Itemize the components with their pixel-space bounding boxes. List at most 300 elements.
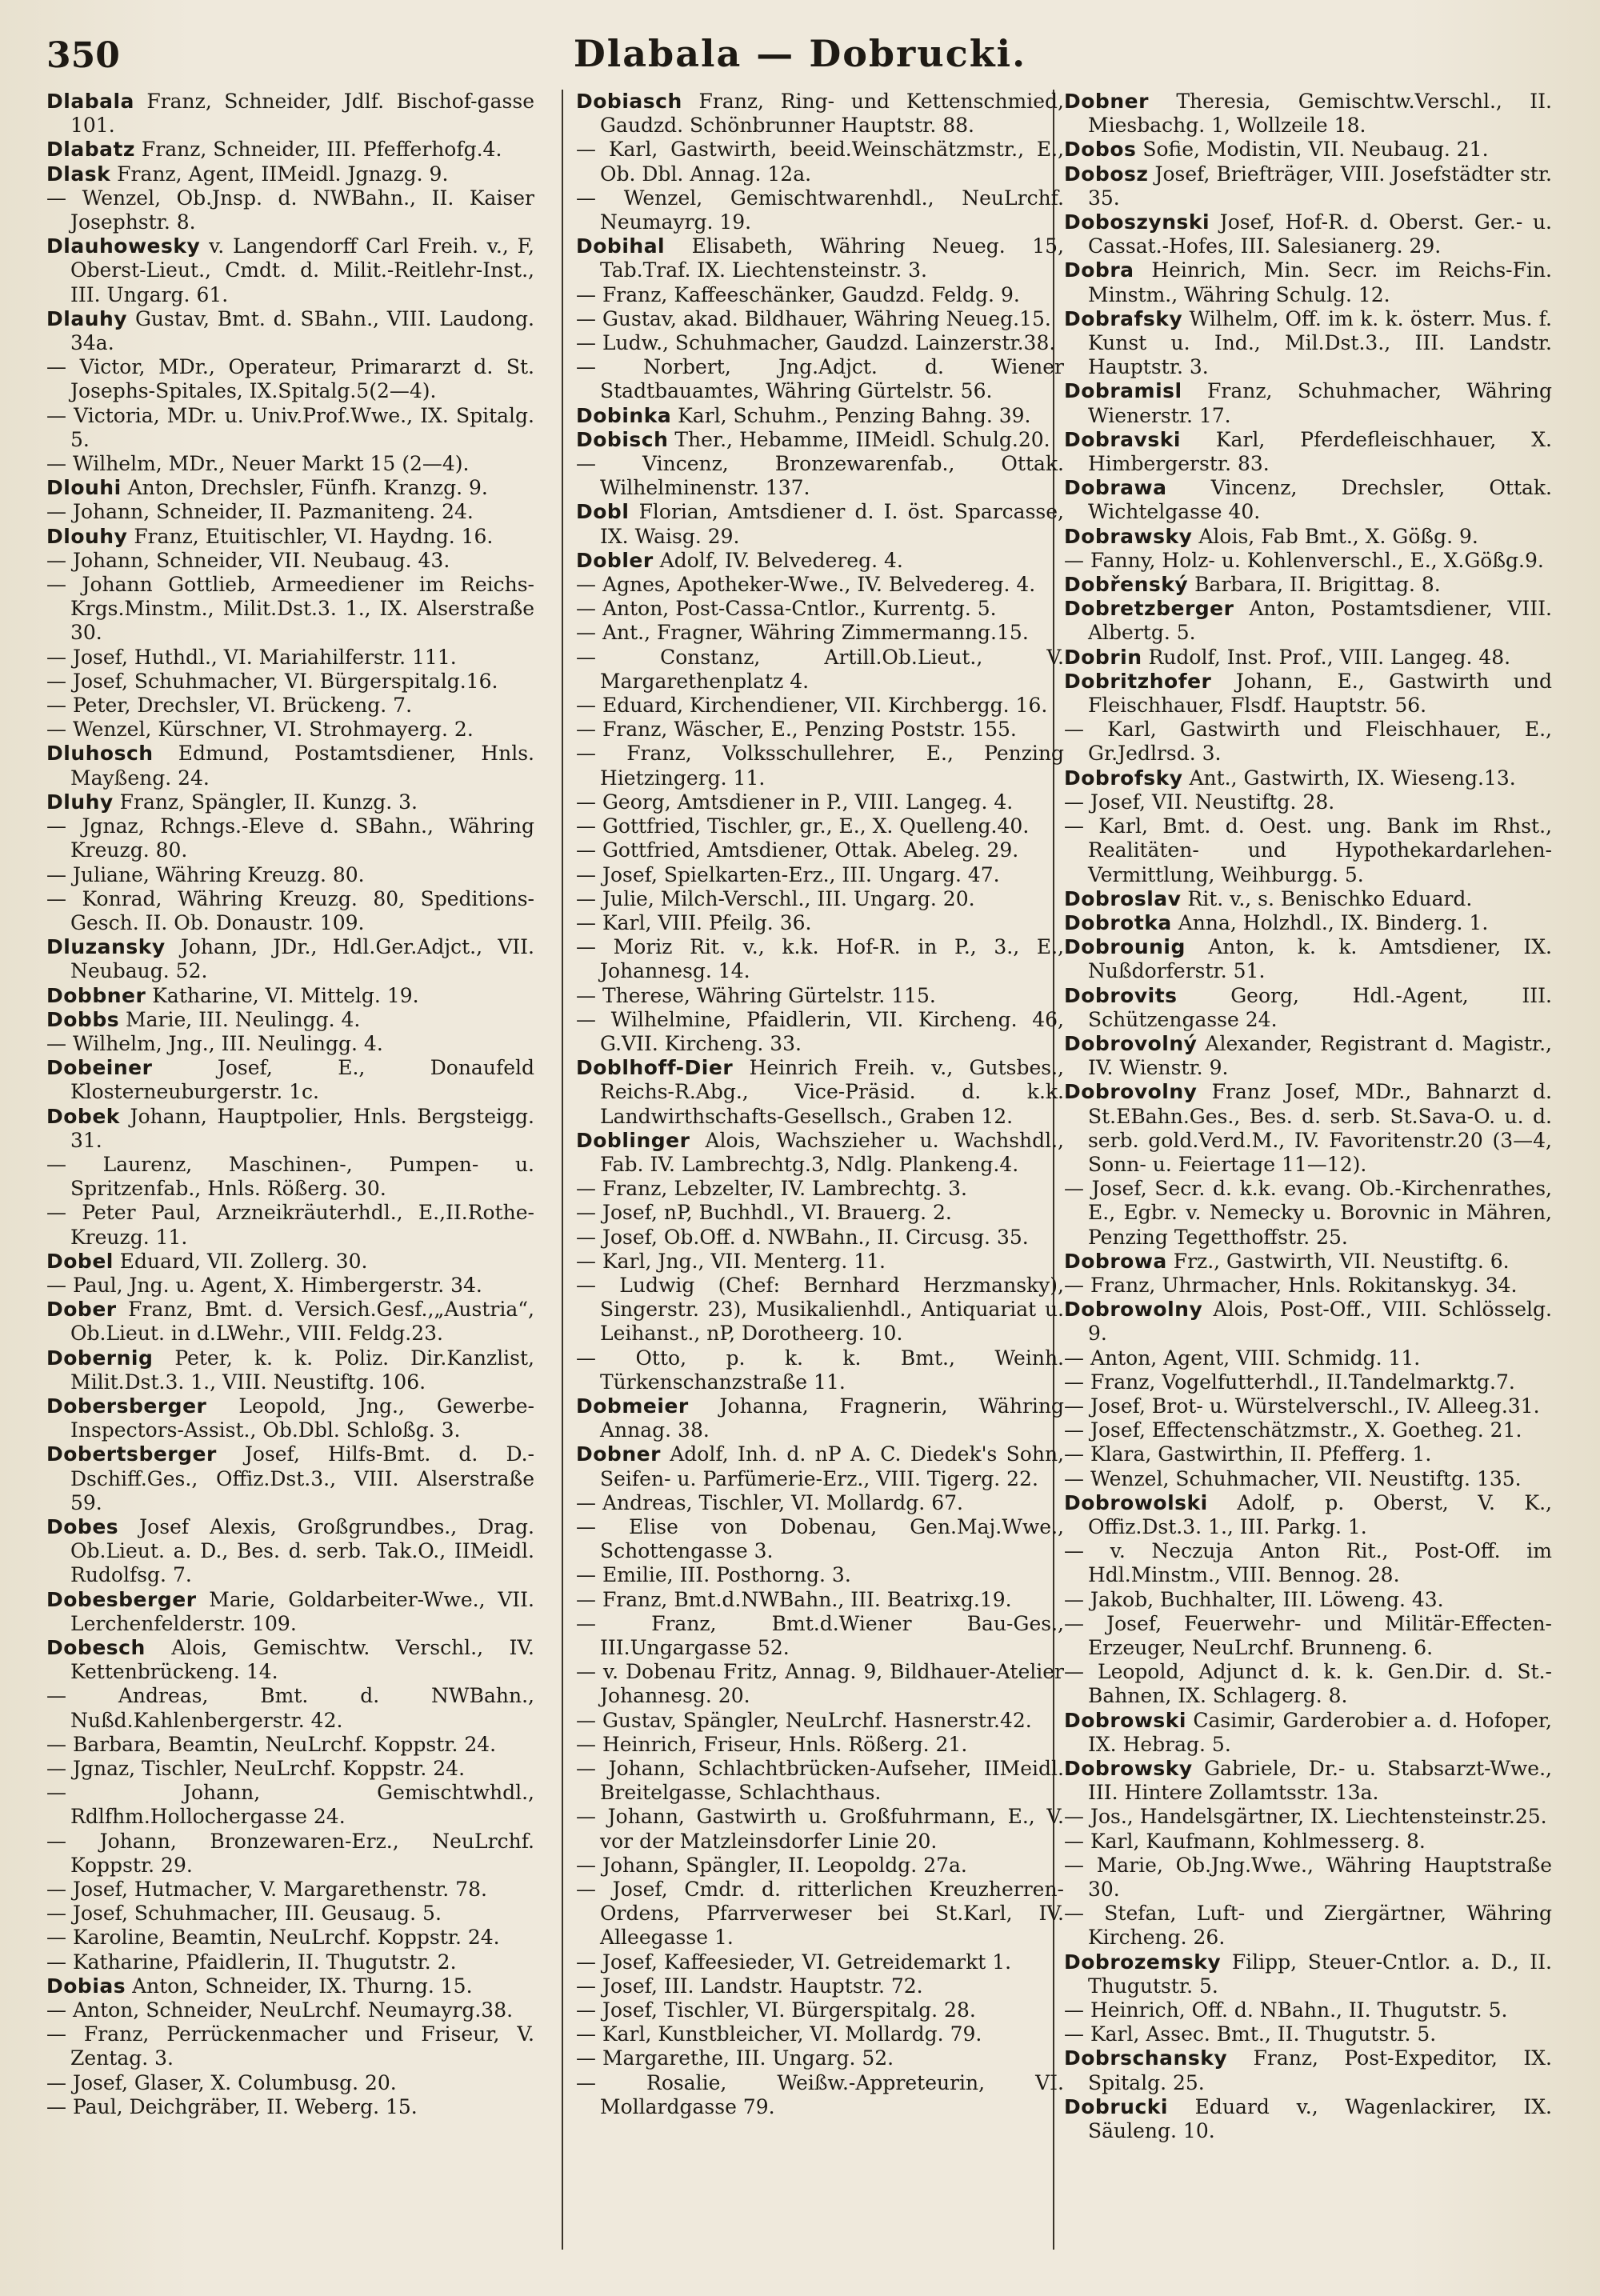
directory-entry bbox=[46, 186, 534, 234]
directory-entry bbox=[1064, 1612, 1552, 1660]
entry-details: — Victor, MDr., Operateur, Primararzt d. St. Josephs-Spitales, IX.Spitalg.5(2—4). bbox=[46, 355, 534, 403]
directory-entry bbox=[576, 984, 1064, 1008]
directory-entry bbox=[1064, 646, 1552, 670]
directory-entry bbox=[576, 742, 1064, 790]
entry-surname: Dobbner bbox=[46, 983, 146, 1007]
entry-details: Sofie, Modistin, VII. Neubaug. 21. bbox=[1136, 138, 1489, 162]
entry-details: Josef, E., Donaufeld Klosterneuburgerstr. 1c. bbox=[70, 1056, 534, 1104]
entry-details: — v. Dobenau Fritz, Annag. 9, Bildhauer-Atelier Johannesg. 20. bbox=[576, 1660, 1064, 1708]
entry-details: Adolf, IV. Belvedereg. 4. bbox=[653, 548, 903, 572]
entry-details: — Moriz Rit. v., k.k. Hof-R. in P., 3., E., Johannesg. 14. bbox=[576, 935, 1064, 983]
entry-details: — Josef, Schuhmacher, III. Geusaug. 5. bbox=[46, 1902, 442, 1926]
directory-entry bbox=[1064, 2095, 1552, 2143]
directory-entry bbox=[46, 984, 534, 1008]
directory-entry bbox=[576, 355, 1064, 403]
directory-entry bbox=[46, 1032, 534, 1056]
directory-entry bbox=[1064, 2046, 1552, 2094]
directory-entry bbox=[1064, 1250, 1552, 1274]
directory-entry bbox=[1064, 670, 1552, 718]
entry-details: — Norbert, Jng.Adjct. d. Wiener Stadtbauamtes, Währing Gürtelstr. 56. bbox=[576, 355, 1064, 403]
directory-entry bbox=[576, 935, 1064, 983]
entry-surname: Dobisch bbox=[576, 427, 669, 451]
entry-surname: Dober bbox=[46, 1298, 117, 1322]
column-2 bbox=[576, 90, 1064, 2119]
entry-surname: Dlouhi bbox=[46, 476, 122, 500]
entry-details: — Otto, p. k. k. Bmt., Weinh. Türkenschanzstraße 11. bbox=[576, 1346, 1064, 1394]
directory-entry bbox=[576, 1056, 1064, 1129]
directory-entry bbox=[46, 1515, 534, 1588]
directory-entry bbox=[576, 1950, 1064, 1974]
directory-entry bbox=[1064, 1080, 1552, 1177]
directory-entry bbox=[46, 162, 534, 186]
directory-entry bbox=[1064, 984, 1552, 1032]
directory-entry bbox=[1064, 1418, 1552, 1442]
entry-details: — Karl, Gastwirth und Fleischhauer, E., Gr.Jedlrsd. 3. bbox=[1064, 718, 1552, 766]
entry-details: — Josef, VII. Neustiftg. 28. bbox=[1064, 790, 1335, 814]
directory-entry bbox=[576, 331, 1064, 355]
entry-details: Franz, Schuhmacher, Währing Wienerstr. 17. bbox=[1088, 379, 1552, 427]
entry-details: — Franz, Lebzelter, IV. Lambrechtg. 3. bbox=[576, 1177, 967, 1201]
directory-entry bbox=[46, 307, 534, 355]
directory-entry bbox=[1064, 138, 1552, 162]
entry-details: — Anton, Agent, VIII. Schmidg. 11. bbox=[1064, 1346, 1421, 1370]
directory-entry bbox=[46, 1274, 534, 1298]
entry-details: Franz, Bmt. d. Versich.Gesf.,„Austria“, Ob.Lieut. in d.LWehr., VIII. Feldg.23. bbox=[70, 1298, 534, 1346]
entry-surname: Dobner bbox=[1064, 90, 1149, 113]
directory-entry bbox=[46, 1998, 534, 2022]
directory-entry bbox=[576, 428, 1064, 452]
directory-entry bbox=[576, 90, 1064, 138]
directory-entry bbox=[576, 2046, 1064, 2070]
directory-entry bbox=[1064, 1660, 1552, 1708]
entry-details: — Franz, Volksschullehrer, E., Penzing Hietzingerg. 11. bbox=[576, 742, 1064, 790]
directory-entry bbox=[46, 355, 534, 403]
entry-details: — Johann, Gemischtwhdl., Rdlfhm.Hollochergasse 24. bbox=[46, 1781, 534, 1829]
directory-entry bbox=[576, 138, 1064, 186]
directory-entry bbox=[1064, 428, 1552, 476]
entry-details: Heinrich, Min. Secr. im Reichs-Fin. Minstm., Währing Schulg. 12. bbox=[1088, 258, 1552, 306]
directory-entry bbox=[576, 694, 1064, 718]
entry-details: — v. Neczuja Anton Rit., Post-Off. im Hdl.Minstm., VIII. Bennog. 28. bbox=[1064, 1539, 1552, 1587]
directory-entry bbox=[576, 1660, 1064, 1708]
directory-entry bbox=[576, 1854, 1064, 1878]
entry-surname: Dlauhy bbox=[46, 306, 128, 330]
entry-surname: Dobrovolny bbox=[1064, 1080, 1198, 1104]
entry-details: — Franz, Uhrmacher, Hnls. Rokitanskyg. 34. bbox=[1064, 1273, 1518, 1297]
entry-details: Anna, Holzhdl., IX. Binderg. 1. bbox=[1171, 910, 1489, 934]
entry-details: — Ludw., Schuhmacher, Gaudzd. Lainzerstr.38. bbox=[576, 331, 1056, 355]
directory-entry bbox=[46, 1974, 534, 1998]
entry-details: — Andreas, Tischler, VI. Mollardg. 67. bbox=[576, 1490, 963, 1514]
entry-details: — Rosalie, Weißw.-Appreteurin, VI. Mollardgasse 79. bbox=[576, 2070, 1064, 2118]
directory-entry bbox=[46, 1201, 534, 1249]
entry-details: — Franz, Bmt.d.NWBahn., III. Beatrixg.19. bbox=[576, 1587, 1012, 1611]
directory-entry bbox=[46, 887, 534, 935]
entry-details: — Jgnaz, Rchngs.-Eleve d. SBahn., Währing Kreuzg. 80. bbox=[46, 814, 534, 862]
entry-details: — Jgnaz, Tischler, NeuLrchf. Koppstr. 24. bbox=[46, 1757, 466, 1781]
entry-details: Franz, Schneider, Jdlf. Bischof-gasse 101. bbox=[70, 90, 534, 138]
directory-entry bbox=[1064, 1830, 1552, 1854]
directory-entry bbox=[576, 838, 1064, 862]
entry-details: — Gustav, akad. Bildhauer, Währing Neueg.15. bbox=[576, 306, 1051, 330]
entry-details: — Peter Paul, Arzneikräuterhdl., E.,II.Rothe-Kreuzg. 11. bbox=[46, 1201, 534, 1249]
directory-entry bbox=[576, 1974, 1064, 1998]
directory-entry bbox=[1064, 379, 1552, 427]
directory-entry bbox=[46, 1950, 534, 1974]
directory-entry bbox=[576, 1733, 1064, 1757]
directory-entry bbox=[1064, 935, 1552, 983]
directory-entry bbox=[46, 1902, 534, 1926]
entry-surname: Dobrounig bbox=[1064, 935, 1186, 959]
entry-details: — Klara, Gastwirthin, II. Pfefferg. 1. bbox=[1064, 1442, 1432, 1466]
entry-details: — Josef, Hutmacher, V. Margarethenstr. 78. bbox=[46, 1878, 487, 1902]
directory-entry bbox=[46, 1830, 534, 1878]
directory-entry bbox=[1064, 1805, 1552, 1829]
entry-surname: Dobrowa bbox=[1064, 1249, 1167, 1273]
entry-details: — Josef, Tischler, VI. Bürgerspitalg. 28. bbox=[576, 1998, 976, 2022]
entry-details: — Ant., Fragner, Währing Zimmermanng.15. bbox=[576, 621, 1029, 645]
directory-entry bbox=[576, 597, 1064, 621]
entry-surname: Dluhy bbox=[46, 790, 114, 814]
directory-entry bbox=[576, 283, 1064, 307]
entry-details: — Victoria, MDr. u. Univ.Prof.Wwe., IX. Spitalg. 5. bbox=[46, 403, 534, 451]
entry-details: Barbara, II. Brigittag. 8. bbox=[1188, 573, 1441, 597]
entry-details: — Franz, Bmt.d.Wiener Bau-Ges., III.Ungargasse 52. bbox=[576, 1611, 1064, 1659]
directory-entry bbox=[1064, 1709, 1552, 1757]
entry-details: — Julie, Milch-Verschl., III. Ungarg. 20. bbox=[576, 886, 975, 910]
entry-details: Peter, k. k. Poliz. Dir.Kanzlist, Milit.Dst.3. 1., VIII. Neustiftg. 106. bbox=[70, 1346, 534, 1394]
directory-entry bbox=[46, 404, 534, 452]
directory-entry bbox=[576, 452, 1064, 500]
entry-details: — Johann, Spängler, II. Leopoldg. 27a. bbox=[576, 1853, 967, 1877]
entry-surname: Dobiasch bbox=[576, 90, 682, 113]
entry-details: — Johann, Schneider, VII. Neubaug. 43. bbox=[46, 548, 450, 572]
directory-entry bbox=[46, 500, 534, 524]
entry-details: — Gustav, Spängler, NeuLrchf. Hasnerstr.42. bbox=[576, 1708, 1032, 1732]
entry-details: — Karl, Assec. Bmt., II. Thugutstr. 5. bbox=[1064, 2022, 1437, 2046]
entry-details: — Franz, Kaffeeschänker, Gaudzd. Feldg. 9. bbox=[576, 282, 1020, 306]
entry-details: — Karl, Bmt. d. Oest. ung. Bank im Rhst., Realitäten- und Hypothekardarlehen-Vermittlung, Weihburgg. 5. bbox=[1064, 814, 1552, 886]
entry-surname: Dobbs bbox=[46, 1007, 120, 1031]
entry-details: — Jos., Handelsgärtner, IX. Liechtensteinstr.25. bbox=[1064, 1805, 1547, 1829]
directory-entry bbox=[576, 1588, 1064, 1612]
entry-details: — Laurenz, Maschinen-, Pumpen- u. Spritzenfab., Hnls. Rößerg. 30. bbox=[46, 1152, 534, 1201]
directory-entry bbox=[576, 1394, 1064, 1442]
directory-entry bbox=[576, 573, 1064, 597]
directory-entry bbox=[1064, 258, 1552, 306]
entry-details: — Wenzel, Gemischtwarenhdl., NeuLrchf. Neumayrg. 19. bbox=[576, 186, 1064, 234]
directory-entry bbox=[1064, 1588, 1552, 1612]
entry-details: Edmund, Postamtsdiener, Hnls. Mayßeng. 24. bbox=[70, 742, 534, 790]
entry-details: Anton, Schneider, IX. Thurng. 15. bbox=[126, 1974, 473, 1998]
entry-surname: Dobihal bbox=[576, 234, 666, 258]
directory-entry bbox=[1064, 1491, 1552, 1539]
entry-details: — Wenzel, Ob.Jnsp. d. NWBahn., II. Kaiser Josephstr. 8. bbox=[46, 186, 534, 234]
entry-details: — Stefan, Luft- und Ziergärtner, Währing Kircheng. 26. bbox=[1064, 1902, 1552, 1950]
page-title: Dlabala — Dobrucki. bbox=[573, 32, 1027, 75]
entry-details: — Elise von Dobenau, Gen.Maj.Wwe., Schottengasse 3. bbox=[576, 1514, 1064, 1563]
directory-entry bbox=[46, 1394, 534, 1442]
entry-surname: Dobrawsky bbox=[1064, 524, 1193, 548]
entry-details: Franz, Spängler, II. Kunzg. 3. bbox=[113, 790, 418, 814]
directory-entry bbox=[46, 790, 534, 814]
entry-surname: Dobrowolski bbox=[1064, 1490, 1208, 1514]
entry-surname: Dobravski bbox=[1064, 427, 1181, 451]
directory-entry bbox=[46, 863, 534, 887]
entry-details: — Josef, Schuhmacher, VI. Bürgerspitalg.16. bbox=[46, 669, 498, 693]
entry-surname: Dlabala bbox=[46, 90, 134, 113]
entry-surname: Dlabatz bbox=[46, 138, 135, 162]
entry-surname: Dobesch bbox=[46, 1636, 146, 1659]
entry-details: Anton, Drechsler, Fünfh. Kranzg. 9. bbox=[121, 476, 488, 500]
entry-details: — Wilhelm, MDr., Neuer Markt 15 (2—4). bbox=[46, 452, 470, 476]
entry-details: — Paul, Deichgräber, II. Weberg. 15. bbox=[46, 2094, 418, 2118]
directory-entry bbox=[46, 694, 534, 718]
entry-details: Anton, k. k. Amtsdiener, IX. Nußdorferstr. 51. bbox=[1088, 935, 1552, 983]
entry-surname: Dlauhowesky bbox=[46, 234, 201, 258]
directory-entry bbox=[576, 1177, 1064, 1201]
directory-entry bbox=[46, 1588, 534, 1636]
entry-details: — Franz, Perrückenmacher und Friseur, V. Zentag. 3. bbox=[46, 2022, 534, 2070]
entry-details: — Eduard, Kirchendiener, VII. Kirchbergg. 16. bbox=[576, 694, 1048, 718]
entry-details: Alois, Fab Bmt., X. Gößg. 9. bbox=[1192, 524, 1478, 548]
entry-details: Adolf, Inh. d. nP A. C. Diedek's Sohn, Seifen- u. Parfümerie-Erz., VIII. Tigerg. 22. bbox=[600, 1442, 1064, 1490]
entry-surname: Dobramisl bbox=[1064, 379, 1182, 403]
entry-surname: Dobek bbox=[46, 1104, 120, 1128]
entry-details: Rudolf, Inst. Prof., VIII. Langeg. 48. bbox=[1142, 645, 1511, 669]
entry-details: — Josef, Glaser, X. Columbusg. 20. bbox=[46, 2070, 397, 2094]
entry-details: Franz, Ring- und Kettenschmied, Gaudzd. Schönbrunner Hauptstr. 88. bbox=[600, 90, 1064, 138]
entry-details: — Wenzel, Schuhmacher, VII. Neustiftg. 135. bbox=[1064, 1466, 1522, 1490]
directory-entry bbox=[1064, 1757, 1552, 1805]
directory-entry bbox=[46, 718, 534, 742]
entry-details: — Johann, Schlachtbrücken-Aufseher, IIMeidl. Breitelgasse, Schlachthaus. bbox=[576, 1757, 1064, 1805]
directory-entry bbox=[1064, 1274, 1552, 1298]
directory-entry bbox=[576, 863, 1064, 887]
entry-details: Alois, Wachszieher u. Wachshdl., Fab. IV. Lambrechtg.3, Ndlg. Plankeng.4. bbox=[600, 1128, 1064, 1176]
directory-entry bbox=[576, 1226, 1064, 1250]
column-3 bbox=[1064, 90, 1552, 2143]
entry-details: Johann, JDr., Hdl.Ger.Adjct., VII. Neubaug. 52. bbox=[70, 935, 534, 983]
directory-entry bbox=[1064, 911, 1552, 935]
entry-details: — Anton, Post-Cassa-Cntlor., Kurrentg. 5. bbox=[576, 597, 997, 621]
directory-entry bbox=[1064, 162, 1552, 210]
entry-details: Frz., Gastwirth, VII. Neustiftg. 6. bbox=[1166, 1249, 1510, 1273]
directory-entry bbox=[576, 887, 1064, 911]
directory-entry bbox=[46, 670, 534, 694]
directory-entry bbox=[46, 1105, 534, 1153]
entry-details: — Peter, Drechsler, VI. Brückeng. 7. bbox=[46, 694, 413, 718]
column-divider bbox=[562, 90, 563, 2250]
entry-surname: Dobrofsky bbox=[1064, 766, 1183, 790]
directory-entry bbox=[46, 1636, 534, 1684]
directory-entry bbox=[1064, 887, 1552, 911]
directory-entry bbox=[576, 549, 1064, 573]
entry-details: — Leopold, Adjunct d. k. k. Gen.Dir. d. St.-Bahnen, IX. Schlagerg. 8. bbox=[1064, 1660, 1552, 1708]
entry-surname: Dobrschansky bbox=[1064, 2046, 1228, 2070]
entry-details: — Josef, Secr. d. k.k. evang. Ob.-Kirchenrathes, E., Egbr. v. Nemecky u. Borovnic in Mähren, Penzing Tegetthoffstr. 25. bbox=[1064, 1177, 1552, 1249]
entry-details: — Georg, Amtsdiener in P., VIII. Langeg. 4. bbox=[576, 790, 1014, 814]
directory-entry bbox=[1064, 718, 1552, 766]
directory-entry bbox=[1064, 549, 1552, 573]
entry-details: — Karl, Jng., VII. Menterg. 11. bbox=[576, 1249, 886, 1273]
directory-entry bbox=[1064, 1539, 1552, 1587]
directory-entry bbox=[1064, 1370, 1552, 1394]
entry-details: Katharine, VI. Mittelg. 19. bbox=[146, 983, 419, 1007]
directory-entry bbox=[46, 476, 534, 500]
entry-details: — Wenzel, Kürschner, VI. Strohmayerg. 2. bbox=[46, 718, 474, 742]
directory-entry bbox=[1064, 1346, 1552, 1370]
entry-details: Theresia, Gemischtw.Verschl., II. Miesbachg. 1, Wollzeile 18. bbox=[1088, 90, 1552, 138]
entry-surname: Dobrotka bbox=[1064, 910, 1172, 934]
directory-entry bbox=[46, 234, 534, 307]
entry-details: v. Langendorff Carl Freih. v., F, Oberst-Lieut., Cmdt. d. Milit.-Reitlehr-Inst., III. Ungarg. 61. bbox=[70, 234, 534, 306]
entry-surname: Dluzansky bbox=[46, 935, 166, 959]
directory-entry bbox=[576, 646, 1064, 694]
directory-entry bbox=[46, 138, 534, 162]
directory-entry bbox=[576, 1250, 1064, 1274]
entry-details: — Josef, Ob.Off. d. NWBahn., II. Circusg. 35. bbox=[576, 1225, 1029, 1249]
entry-surname: Dobrozemsky bbox=[1064, 1950, 1222, 1974]
directory-entry bbox=[46, 1298, 534, 1346]
entry-surname: Dobrowolny bbox=[1064, 1298, 1203, 1322]
directory-entry bbox=[1064, 1950, 1552, 1998]
directory-entry bbox=[576, 1201, 1064, 1225]
entry-surname: Dobrafsky bbox=[1064, 306, 1183, 330]
entry-details: — Josef, III. Landstr. Hauptstr. 72. bbox=[576, 1974, 923, 1998]
entry-details: — Wilhelm, Jng., III. Neulingg. 4. bbox=[46, 1031, 383, 1055]
entry-details: — Johann, Gastwirth u. Großfuhrmann, E., V. vor der Matzleinsdorfer Linie 20. bbox=[576, 1805, 1064, 1853]
directory-entry bbox=[1064, 1394, 1552, 1418]
entry-details: — Paul, Jng. u. Agent, X. Himbergerstr. 34. bbox=[46, 1273, 482, 1297]
entry-surname: Dobes bbox=[46, 1514, 119, 1538]
entry-surname: Dobroslav bbox=[1064, 886, 1182, 910]
entry-details: Josef, Hilfs-Bmt. d. D.-Dschiff.Ges., Offiz.Dst.3., VIII. Alserstraße 59. bbox=[70, 1442, 534, 1514]
entry-surname: Dobrawa bbox=[1064, 476, 1167, 500]
entry-details: Elisabeth, Währing Neueg. 15, Tab.Traf. IX. Liechtensteinstr. 3. bbox=[600, 234, 1064, 282]
entry-details: — Jakob, Buchhalter, III. Löweng. 43. bbox=[1064, 1587, 1444, 1611]
directory-entry bbox=[576, 718, 1064, 742]
entry-details: Karl, Pferdefleischhauer, X. Himbergerstr. 83. bbox=[1088, 427, 1552, 476]
entry-details: — Karl, VIII. Pfeilg. 36. bbox=[576, 910, 812, 934]
entry-details: Eduard, VII. Zollerg. 30. bbox=[113, 1249, 368, 1273]
entry-details: — Emilie, III. Posthorng. 3. bbox=[576, 1563, 851, 1587]
directory-entry bbox=[1064, 90, 1552, 138]
directory-entry bbox=[46, 2071, 534, 2095]
directory-entry bbox=[46, 525, 534, 549]
directory-entry bbox=[46, 573, 534, 646]
directory-entry bbox=[46, 1733, 534, 1757]
entry-details: — Vincenz, Bronzewarenfab., Ottak. Wilhelminenstr. 137. bbox=[576, 452, 1064, 500]
directory-entry bbox=[1064, 814, 1552, 887]
directory-entry bbox=[46, 1008, 534, 1032]
entry-details: Leopold, Jng., Gewerbe-Inspectors-Assist., Ob.Dbl. Schloßg. 3. bbox=[70, 1394, 534, 1442]
entry-details: — Heinrich, Friseur, Hnls. Rößerg. 21. bbox=[576, 1732, 968, 1756]
directory-entry bbox=[46, 1684, 534, 1732]
entry-details: — Marie, Ob.Jng.Wwe., Währing Hauptstraße 30. bbox=[1064, 1853, 1552, 1902]
entry-surname: Dobler bbox=[576, 548, 654, 572]
directory-entry bbox=[576, 1515, 1064, 1563]
entry-details: Anton, Postamtsdiener, VIII. Albertg. 5. bbox=[1088, 597, 1552, 645]
entry-details: Alois, Gemischtw. Verschl., IV. Kettenbrückeng. 14. bbox=[70, 1636, 534, 1684]
directory-entry bbox=[46, 1926, 534, 1950]
directory-entry bbox=[46, 452, 534, 476]
entry-details: — Gottfried, Tischler, gr., E., X. Quelleng.40. bbox=[576, 814, 1030, 838]
entry-details: Alois, Post-Off., VIII. Schlösselg. 9. bbox=[1088, 1298, 1552, 1346]
entry-details: Ant., Gastwirth, IX. Wieseng.13. bbox=[1182, 766, 1516, 790]
entry-details: — Josef, Spielkarten-Erz., III. Ungarg. 47. bbox=[576, 862, 1000, 886]
entry-details: Johann, Hauptpolier, Hnls. Bergsteigg. 31. bbox=[70, 1104, 534, 1152]
entry-details: — Karl, Kunstbleicher, VI. Mollardg. 79. bbox=[576, 2022, 982, 2046]
entry-details: Adolf, p. Oberst, V. K., Offiz.Dst.3. 1., III. Parkg. 1. bbox=[1088, 1490, 1552, 1538]
entry-details: — Gottfried, Amtsdiener, Ottak. Abeleg. 29. bbox=[576, 838, 1019, 862]
entry-surname: Dobinka bbox=[576, 403, 672, 427]
entry-surname: Dobertsberger bbox=[46, 1442, 217, 1466]
entry-details: — Konrad, Währing Kreuzg. 80, Speditions-Gesch. II. Ob. Donaustr. 109. bbox=[46, 886, 534, 934]
entry-details: — Wilhelmine, Pfaidlerin, VII. Kircheng. 46, G.VII. Kircheng. 33. bbox=[576, 1007, 1064, 1055]
entry-details: — Constanz, Artill.Ob.Lieut., V. Margarethenplatz 4. bbox=[576, 645, 1064, 693]
directory-entry bbox=[46, 2095, 534, 2119]
directory-entry bbox=[1064, 1442, 1552, 1466]
directory-entry bbox=[1064, 1998, 1552, 2022]
directory-entry bbox=[576, 500, 1064, 548]
entry-surname: Dobrowsky bbox=[1064, 1757, 1193, 1781]
entry-surname: Dobrovits bbox=[1064, 983, 1178, 1007]
entry-details: — Franz, Vogelfutterhdl., II.Tandelmarktg.7. bbox=[1064, 1370, 1515, 1394]
directory-entry bbox=[1064, 525, 1552, 549]
entry-details: Casimir, Garderobier a. d. Hofoper, IX. Hebrag. 5. bbox=[1088, 1708, 1552, 1756]
directory-entry bbox=[46, 1056, 534, 1104]
directory-entry bbox=[1064, 210, 1552, 258]
entry-details: Rit. v., s. Benischko Eduard. bbox=[1181, 886, 1473, 910]
entry-details: Josef, Briefträger, VIII. Josefstädter str. 35. bbox=[1088, 162, 1552, 210]
directory-entry bbox=[1064, 597, 1552, 645]
entry-details: — Johann, Schneider, II. Pazmaniteng. 24. bbox=[46, 500, 474, 524]
directory-entry bbox=[576, 307, 1064, 331]
entry-surname: Dobner bbox=[576, 1442, 661, 1466]
entry-details: Josef, Hof-R. d. Oberst. Ger.- u. Cassat.-Hofes, III. Salesianerg. 29. bbox=[1088, 210, 1552, 258]
entry-details: — Josef, Cmdr. d. ritterlichen Kreuzherren-Ordens, Pfarrverweser bei St.Karl, IV. Alleegasse 1. bbox=[576, 1878, 1064, 1950]
directory-entry bbox=[46, 2022, 534, 2070]
directory-entry bbox=[576, 2022, 1064, 2046]
entry-surname: Dluhosch bbox=[46, 742, 154, 766]
directory-entry bbox=[1064, 2022, 1552, 2046]
entry-details: Vincenz, Drechsler, Ottak. Wichtelgasse 40. bbox=[1088, 476, 1552, 524]
entry-details: Johanna, Fragnerin, Währing Annag. 38. bbox=[600, 1394, 1064, 1442]
entry-surname: Dobmeier bbox=[576, 1394, 689, 1418]
directory-entry bbox=[576, 1442, 1064, 1490]
column-1 bbox=[46, 90, 534, 2119]
entry-surname: Dobesberger bbox=[46, 1587, 197, 1611]
entry-details: Franz, Agent, IIMeidl. Jgnazg. 9. bbox=[110, 162, 449, 186]
entry-details: Georg, Hdl.-Agent, III. Schützengasse 24. bbox=[1088, 983, 1552, 1031]
entry-details: — Josef, Kaffeesieder, VI. Getreidemarkt 1. bbox=[576, 1950, 1012, 1974]
directory-entry bbox=[46, 1781, 534, 1829]
entry-surname: Dobritzhofer bbox=[1064, 669, 1212, 693]
directory-entry bbox=[46, 1757, 534, 1781]
directory-entry bbox=[576, 1563, 1064, 1587]
entry-surname: Dobernig bbox=[46, 1346, 154, 1370]
entry-details: Karl, Schuhm., Penzing Bahng. 39. bbox=[671, 403, 1031, 427]
directory-entry bbox=[576, 1008, 1064, 1056]
entry-details: — Josef, nP, Buchhdl., VI. Brauerg. 2. bbox=[576, 1201, 952, 1225]
directory-entry bbox=[576, 1998, 1064, 2022]
directory-entry bbox=[576, 234, 1064, 282]
directory-entry bbox=[576, 1612, 1064, 1660]
entry-surname: Dobos bbox=[1064, 138, 1137, 162]
entry-surname: Dobřenský bbox=[1064, 573, 1189, 597]
directory-entry bbox=[576, 814, 1064, 838]
